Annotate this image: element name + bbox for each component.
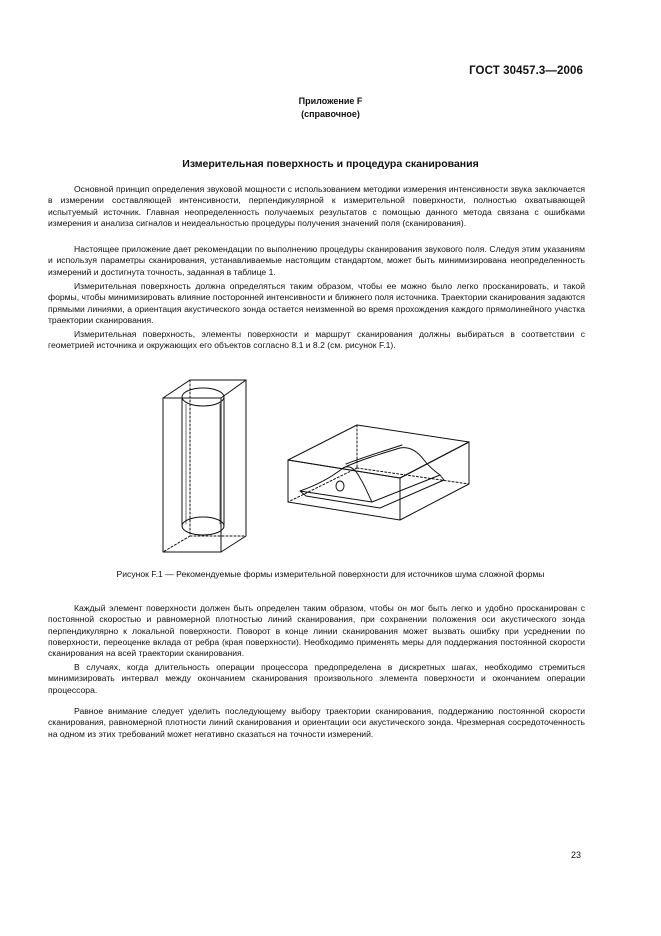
shaped-object-in-box-illustration	[288, 425, 469, 520]
figure-f1-drawing	[0, 360, 661, 560]
paragraph-7: Равное внимание следует уделить последующему выбору траектории сканирования, поддержанию постоянной скорости сканирования, равномерной плотности линий сканирования и ориентации оси акустического зонда. Чрезмерная сосредоточенность на одном из этих требований может негативно сказаться на точности измерений.	[48, 706, 585, 739]
paragraph-6: В случаях, когда длительность операции процессора предопределена в дискретных шагах, необходимо стремиться минимизировать интервал между окончанием сканирования произвольного элемента поверхности и окончанием операции процессора.	[48, 662, 585, 695]
figure-caption: Рисунок F.1 — Рекомендуемые формы измерительной поверхности для источников шума сложной формы	[116, 569, 545, 579]
cylinder-in-box-illustration	[163, 380, 246, 552]
standard-code: ГОСТ 30457.3—2006	[469, 65, 583, 77]
section-title: Измерительная поверхность и процедура сканирования	[182, 158, 479, 170]
paragraph-2: Настоящее приложение дает рекомендации по выполнению процедуры сканирования звукового поля. Следуя этим указаниям и используя параметры сканирования, устанавливаемые настоящим стандартом, может быть минимизирована неопределенность измерений и достигнута точность, заданная в таблице 1.	[48, 244, 585, 277]
paragraph-5: Каждый элемент поверхности должен быть определен таким образом, чтобы он мог быть легко и удобно просканирован с постоянной скоростью и равномерной плотностью линий сканирования, при сохранении положения оси акустического зонда перпендикулярно к локальной поверхности. Поворот в конце линии сканирования может вызвать ошибку при усреднении по поверхности, переоценке вклада от ребра (края поверхности). Необходимо применять меры для поддержания постоянной скорости сканирования на всей траектории сканирования.	[48, 603, 585, 659]
paragraph-1: Основной принцип определения звуковой мощности с использованием методики измерения интенсивности звука заключается в измерении составляющей интенсивности, перпендикулярной к измерительной поверхности, полностью охватывающей испытуемый источник. Главная неопределенность получаемых результатов с помощью данного метода связана с ошибками измерения и анализа сигналов и неидеальностью процедуры получения значений поля (сканирования).	[48, 184, 585, 228]
page-number: 23	[570, 850, 581, 860]
figure-f1	[0, 360, 661, 560]
paragraph-4: Измерительная поверхность, элементы поверхности и маршрут сканирования должны выбираться в соответствии с геометрией источника и окружающих его объектов согласно 8.1 и 8.2 (см. рисунок F.1).	[48, 329, 585, 351]
paragraph-3: Измерительная поверхность должна определяться таким образом, чтобы ее можно было легко просканировать, и такой формы, чтобы минимизировать влияние посторонней интенсивности и ближнего поля источника. Траектории сканирования задаются прямыми линиями, а ориентация акустического зонда остается неизменной во время прохождения каждого прямолинейного участка траектории сканирования.	[48, 281, 585, 325]
annex-status: (справочное)	[301, 109, 360, 119]
annex-title: Приложение F	[298, 96, 363, 106]
